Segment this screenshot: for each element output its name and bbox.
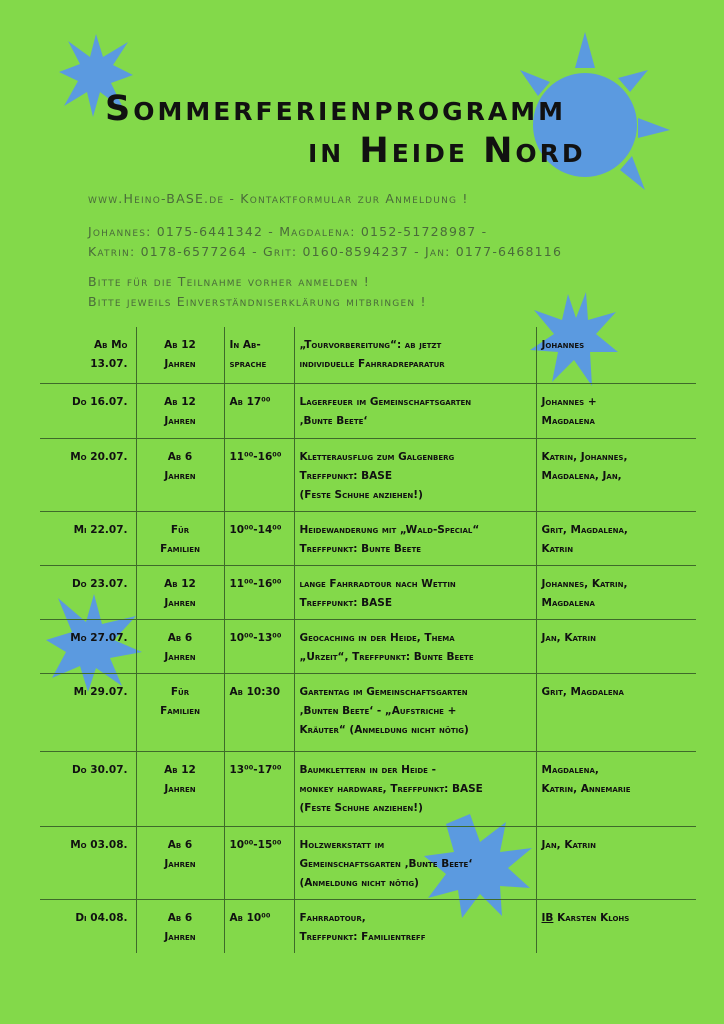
cell-staff-line: Magdalena, Jan,: [541, 469, 622, 482]
cell-age-line: Jahren: [164, 930, 196, 943]
cell-staff-line: Grit, Magdalena,: [541, 523, 628, 536]
cell-time-line: 10⁰⁰-14⁰⁰: [229, 523, 282, 536]
cell-date: [40, 511, 136, 565]
cell-description-line: monkey hardware, Treffpunkt: BASE: [299, 782, 483, 795]
cell-time: [224, 565, 294, 619]
table-row: [40, 619, 696, 673]
cell-staff: [536, 751, 696, 826]
cell-description-line: Gemeinschaftsgarten ‚Bunte Beete‘: [299, 857, 473, 870]
cell-time: [224, 673, 294, 751]
cell-date-line: Do 16.07.: [71, 395, 128, 408]
cell-date-line: 13.07.: [90, 358, 128, 370]
cell-staff-line: Katrin, Annemarie: [541, 782, 631, 795]
cell-date-line: Di 04.08.: [75, 911, 128, 924]
cell-age-line: Jahren: [164, 414, 196, 427]
cell-time-line: 13⁰⁰-17⁰⁰: [229, 763, 282, 776]
cell-description-line: Baumklettern in der Heide -: [299, 763, 436, 776]
table-row: [40, 327, 696, 383]
cell-description: [294, 826, 536, 899]
table-row: [40, 826, 696, 899]
cell-description-line: Holzwerkstatt im: [299, 838, 385, 851]
table-row: [40, 565, 696, 619]
cell-time: [224, 327, 294, 383]
cell-staff-line: Katrin: [541, 542, 574, 555]
cell-description: [294, 438, 536, 511]
cell-age-line: Jahren: [164, 782, 196, 795]
cell-staff: [536, 673, 696, 751]
cell-description-line: Fahrradtour,: [299, 911, 366, 924]
cell-time-line: 11⁰⁰-16⁰⁰: [229, 577, 282, 590]
cell-description-line: Gartentag im Gemeinschaftsgarten: [299, 685, 468, 698]
cell-date-line: Do 30.07.: [71, 763, 128, 776]
cell-description-line: (Feste Schuhe anziehen!): [299, 801, 423, 814]
cell-description-line: Treffpunkt: Bunte Beete: [299, 542, 422, 555]
table-row: [40, 511, 696, 565]
cell-description-line: (Feste Schuhe anziehen!): [299, 488, 423, 501]
cell-age-line: Jahren: [164, 358, 196, 370]
cell-age-line: Familien: [160, 704, 200, 717]
cell-description-line: lange Fahrradtour nach Wettin: [299, 577, 456, 590]
cell-time: [224, 619, 294, 673]
notes: [88, 272, 427, 312]
cell-age: [136, 899, 224, 953]
cell-time-line: Ab 10⁰⁰: [229, 911, 271, 924]
note-register: Bitte für die Teilnahme vorher anmelden !: [88, 274, 370, 289]
table-row: [40, 383, 696, 438]
cell-staff-line: Jan, Katrin: [541, 631, 596, 644]
table-row: [40, 438, 696, 511]
cell-time-line: Ab 10:30: [229, 685, 281, 698]
cell-age: [136, 327, 224, 383]
cell-description-line: ‚Bunte Beete‘: [299, 414, 368, 427]
cell-staff-line: Johannes, Katrin,: [541, 577, 628, 590]
cell-time-line: 11⁰⁰-16⁰⁰: [229, 450, 282, 463]
cell-age-line: Jahren: [164, 857, 196, 870]
table-row: [40, 899, 696, 953]
cell-age-line: Ab 12: [164, 395, 196, 408]
cell-time-line: 10⁰⁰-13⁰⁰: [229, 631, 282, 644]
table-row: [40, 673, 696, 751]
cell-age-line: Ab 12: [164, 763, 196, 776]
cell-staff: [536, 438, 696, 511]
cell-description: [294, 565, 536, 619]
cell-staff-line: Magdalena: [541, 596, 595, 609]
cell-date-line: Mo 27.07.: [70, 631, 128, 644]
page-subtitle: in Heide Nord: [308, 131, 586, 171]
cell-staff: [536, 826, 696, 899]
cell-age: [136, 565, 224, 619]
cell-staff-line: Johannes: [541, 339, 585, 351]
cell-age: [136, 751, 224, 826]
contacts: [88, 222, 562, 262]
cell-staff: [536, 511, 696, 565]
cell-description-line: „Urzeit“, Treffpunkt: Bunte Beete: [299, 650, 474, 663]
cell-age: [136, 511, 224, 565]
cell-staff-line: Magdalena: [541, 414, 595, 427]
cell-age-line: Ab 6: [167, 911, 193, 924]
note-consent: Bitte jeweils Einverständniserklärung mitbringen !: [88, 294, 427, 309]
cell-staff-line: Grit, Magdalena: [541, 685, 624, 698]
cell-age-line: Jahren: [164, 596, 196, 609]
cell-age-line: Ab 6: [167, 631, 193, 644]
cell-description-line: Lagerfeuer im Gemeinschaftsgarten: [299, 395, 472, 408]
cell-age: [136, 438, 224, 511]
cell-age-line: Für: [170, 685, 190, 698]
cell-staff-line: Jan, Katrin: [541, 838, 596, 851]
cell-date-line: Mo 20.07.: [70, 450, 128, 463]
cell-description-line: „Tourvorbereitung“: ab jetzt: [299, 339, 442, 351]
cell-description: [294, 619, 536, 673]
cell-description-line: Geocaching in der Heide, Thema: [299, 631, 455, 644]
cell-date-line: Mi 29.07.: [73, 685, 128, 698]
cell-staff: [536, 383, 696, 438]
cell-date: [40, 327, 136, 383]
cell-date: [40, 438, 136, 511]
cell-time-line: In Ab-: [229, 339, 261, 351]
cell-staff-line: Johannes +: [541, 395, 597, 408]
cell-staff: [536, 619, 696, 673]
contacts-line-1: Johannes: 0175-6441342 - Magdalena: 0152-51728987 -: [88, 224, 488, 239]
cell-date: [40, 899, 136, 953]
contacts-line-2: Katrin: 0178-6577264 - Grit: 0160-8594237 - Jan: 0177-6468116: [88, 244, 563, 259]
cell-age-line: Für: [170, 523, 190, 536]
cell-time-line: sprache: [229, 358, 267, 370]
cell-age-line: Jahren: [164, 469, 196, 482]
cell-age-line: Jahren: [164, 650, 196, 663]
cell-description-line: individuelle Fahrradreparatur: [299, 358, 445, 370]
page-title: Sommerferienprogramm: [105, 89, 566, 129]
cell-date: [40, 383, 136, 438]
cell-time-line: 10⁰⁰-15⁰⁰: [229, 838, 282, 851]
cell-description: [294, 673, 536, 751]
website-line: www.Heino-BASE.de - Kontaktformular zur Anmeldung !: [88, 191, 469, 206]
cell-description: [294, 751, 536, 826]
cell-description-line: (Anmeldung nicht nötig): [299, 876, 419, 889]
cell-staff-line: Magdalena,: [541, 763, 599, 776]
cell-age: [136, 383, 224, 438]
cell-staff-line: Katrin, Johannes,: [541, 450, 628, 463]
cell-description-line: Kräuter“ (Anmeldung nicht nötig): [299, 723, 469, 736]
cell-age-line: Familien: [160, 542, 200, 555]
cell-time: [224, 383, 294, 438]
cell-time: [224, 826, 294, 899]
cell-description-line: Treffpunkt: Familientreff: [299, 930, 426, 943]
cell-description-line: Heidewanderung mit „Wald-Special“: [299, 523, 480, 536]
cell-staff: [536, 565, 696, 619]
cell-date: [40, 673, 136, 751]
cell-age: [136, 619, 224, 673]
cell-age: [136, 673, 224, 751]
cell-date: [40, 826, 136, 899]
cell-date-line: Mi 22.07.: [73, 523, 128, 536]
cell-age: [136, 826, 224, 899]
cell-time: [224, 899, 294, 953]
cell-age-line: Ab 12: [164, 577, 196, 590]
staff-prefix: IB: [541, 911, 554, 924]
cell-age-line: Ab 12: [164, 339, 196, 351]
cell-description-line: ‚Bunten Beete‘ - „Aufstriche +: [299, 704, 457, 717]
cell-age-line: Ab 6: [167, 450, 193, 463]
cell-date-line: Do 23.07.: [71, 577, 128, 590]
cell-description-line: Kletterausflug zum Galgenberg: [299, 450, 455, 463]
cell-age-line: Ab 6: [167, 838, 193, 851]
cell-description-line: Treffpunkt: BASE: [299, 469, 392, 482]
cell-description: [294, 327, 536, 383]
cell-date-line: Ab Mo: [93, 339, 128, 351]
cell-time-line: Ab 17⁰⁰: [229, 395, 271, 408]
cell-staff: [536, 327, 696, 383]
cell-time: [224, 438, 294, 511]
cell-staff-line: IB Karsten Klohs: [541, 911, 630, 924]
schedule-table: [40, 327, 696, 953]
cell-staff: [536, 899, 696, 953]
cell-date: [40, 565, 136, 619]
table-row: [40, 751, 696, 826]
cell-date: [40, 619, 136, 673]
cell-time: [224, 511, 294, 565]
cell-description: [294, 383, 536, 438]
cell-description-line: Treffpunkt: BASE: [299, 596, 392, 609]
cell-date-line: Mo 03.08.: [70, 838, 128, 851]
cell-description: [294, 511, 536, 565]
cell-date: [40, 751, 136, 826]
cell-description: [294, 899, 536, 953]
cell-time: [224, 751, 294, 826]
